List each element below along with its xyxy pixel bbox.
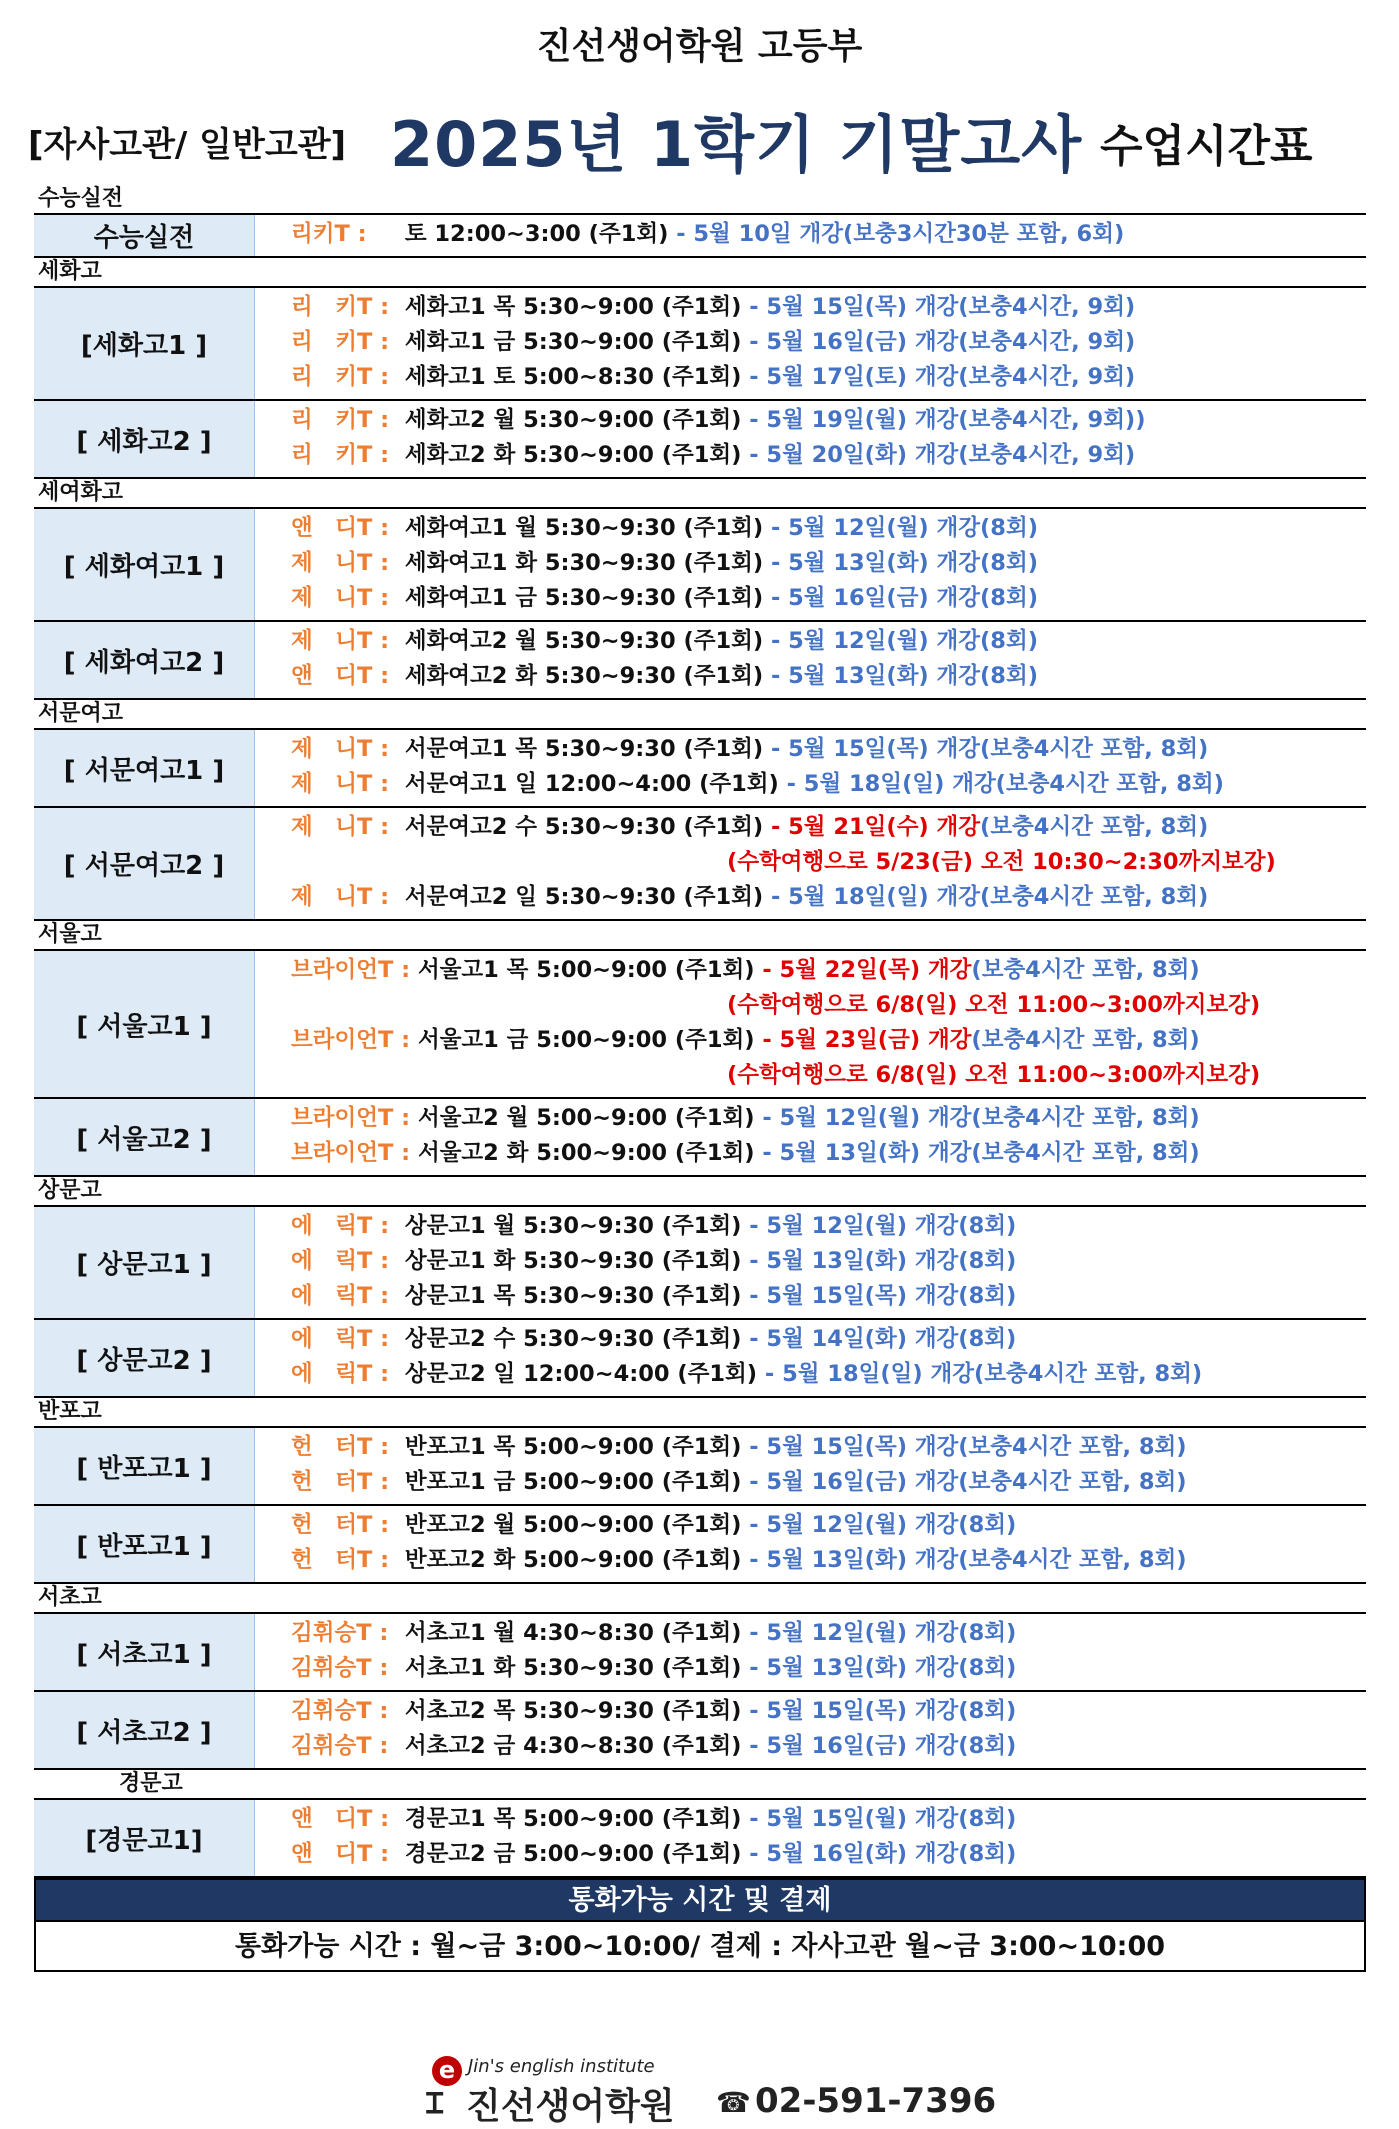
class-schedule-line — [255, 1465, 1366, 1500]
highlight-note: (수학여행으로 6/8(일) 오전 11:00~3:00까지보강) — [727, 992, 1261, 1018]
class-group — [34, 808, 1366, 921]
teacher-name: 김휘승T : — [291, 1620, 389, 1646]
section-label: 서초고 — [34, 1584, 1366, 1614]
start-date-info: - 5월 16일(금) 개강(8회) — [763, 585, 1038, 611]
makeup-note — [255, 845, 1366, 880]
class-group-label: [경문고1] — [34, 1800, 255, 1876]
start-date-info: - 5월 15일(목) 개강(보충4시간, 9회) — [741, 294, 1136, 320]
class-schedule-line — [255, 1357, 1366, 1392]
class-time: 반포고2 월 5:00~9:00 (주1회) — [397, 1512, 742, 1538]
teacher-name: 김휘승T : — [291, 1733, 389, 1759]
class-time: 서울고1 목 5:00~9:00 (주1회) — [410, 957, 755, 983]
class-schedule-line — [255, 810, 1366, 845]
institute-name: 진선생어학원 — [466, 2086, 675, 2127]
class-group-label: [ 서문여고1 ] — [34, 730, 255, 806]
class-schedule-line — [255, 290, 1366, 325]
highlight-note: - 5월 23일(금) 개강 — [754, 1027, 972, 1053]
class-time: 서울고2 월 5:00~9:00 (주1회) — [410, 1105, 755, 1131]
class-schedule-line — [255, 1729, 1366, 1764]
start-date-info: (보충4시간 포함, 8회) — [971, 1027, 1200, 1053]
class-schedule-line — [255, 511, 1366, 546]
class-time: 서초고1 화 5:30~9:30 (주1회) — [397, 1655, 742, 1681]
teacher-name: 앤 디T : — [291, 663, 390, 689]
class-schedule-line — [255, 1616, 1366, 1651]
teacher-name: 에 릭T : — [291, 1213, 390, 1239]
class-group-label: [ 세화여고2 ] — [34, 622, 255, 698]
class-schedule-line — [255, 217, 1366, 252]
section-label: 반포고 — [34, 1398, 1366, 1428]
class-schedule-line — [255, 1136, 1366, 1171]
start-date-info: - 5월 13일(화) 개강(8회) — [763, 550, 1038, 576]
start-date-info: - 5월 18일(일) 개강(보충4시간 포함, 8회) — [778, 771, 1224, 797]
class-time: 경문고1 목 5:00~9:00 (주1회) — [397, 1806, 742, 1832]
teacher-name: 리 키T : — [291, 442, 390, 468]
institute-english-name: Jin's english institute — [468, 2056, 655, 2077]
class-group — [34, 1099, 1366, 1177]
start-date-info: - 5월 15일(월) 개강(8회) — [741, 1806, 1017, 1832]
class-time: 경문고2 금 5:00~9:00 (주1회) — [397, 1841, 742, 1867]
teacher-name: 브라이언T : — [291, 1027, 411, 1053]
start-date-info: - 5월 15일(목) 개강(8회) — [741, 1283, 1017, 1309]
teacher-name: 에 릭T : — [291, 1361, 390, 1387]
start-date-info: - 5월 15일(목) 개강(보충4시간 포함, 8회) — [741, 1434, 1187, 1460]
class-schedule-line — [255, 1209, 1366, 1244]
class-time: 서초고2 목 5:30~9:30 (주1회) — [397, 1698, 742, 1724]
start-date-info: - 5월 12일(월) 개강(8회) — [763, 515, 1038, 541]
start-date-info: - 5월 13일(화) 개강(8회) — [741, 1655, 1017, 1681]
teacher-name: 제 니T : — [291, 736, 390, 762]
teacher-name: 리 키T : — [291, 364, 390, 390]
start-date-info: - 5월 15일(목) 개강(보충4시간 포함, 8회) — [763, 736, 1209, 762]
class-schedule-line — [255, 438, 1366, 473]
class-schedule-line — [255, 1430, 1366, 1465]
class-time: 세화고1 금 5:30~9:00 (주1회) — [397, 329, 742, 355]
start-date-info: - 5월 12일(월) 개강(8회) — [741, 1213, 1017, 1239]
class-schedule-line — [255, 1802, 1366, 1837]
class-group — [34, 215, 1366, 258]
class-group — [34, 509, 1366, 622]
class-time: 서초고2 금 4:30~8:30 (주1회) — [397, 1733, 742, 1759]
start-date-info: - 5월 13일(화) 개강(보충4시간 포함, 8회) — [754, 1140, 1200, 1166]
start-date-info: - 5월 14일(화) 개강(8회) — [741, 1326, 1017, 1352]
makeup-note — [255, 1058, 1366, 1093]
teacher-name: 앤 디T : — [291, 1806, 390, 1832]
class-group-label: [ 서울고2 ] — [34, 1099, 255, 1175]
start-date-info: - 5월 20일(화) 개강(보충4시간, 9회) — [741, 442, 1136, 468]
class-time: 세화여고2 월 5:30~9:30 (주1회) — [397, 628, 764, 654]
teacher-name: 에 릭T : — [291, 1326, 390, 1352]
teacher-name: 헌 터T : — [291, 1469, 390, 1495]
class-group-label: [ 서초고2 ] — [34, 1692, 255, 1768]
class-schedule-line — [255, 732, 1366, 767]
class-schedule-line — [255, 767, 1366, 802]
class-group — [34, 1320, 1366, 1398]
section-label: 상문고 — [34, 1177, 1366, 1207]
class-schedule-line — [255, 953, 1366, 988]
class-time: 세화여고1 금 5:30~9:30 (주1회) — [397, 585, 764, 611]
class-schedule-line — [255, 1023, 1366, 1058]
class-time: 상문고1 목 5:30~9:30 (주1회) — [397, 1283, 742, 1309]
class-time: 토 12:00~3:00 (주1회) — [397, 221, 669, 247]
start-date-info: (보충4시간 포함, 8회) — [980, 814, 1209, 840]
class-time: 반포고2 화 5:00~9:00 (주1회) — [397, 1547, 742, 1573]
class-time: 세화여고1 화 5:30~9:30 (주1회) — [397, 550, 764, 576]
makeup-note — [255, 988, 1366, 1023]
academy-title: 진선생어학원 고등부 — [536, 26, 863, 67]
class-time: 서문여고2 수 5:30~9:30 (주1회) — [397, 814, 764, 840]
start-date-info: - 5월 18일(일) 개강(보충4시간 포함, 8회) — [757, 1361, 1203, 1387]
class-time: 상문고1 월 5:30~9:30 (주1회) — [397, 1213, 742, 1239]
class-schedule-line — [255, 1694, 1366, 1729]
class-schedule-line — [255, 1651, 1366, 1686]
class-schedule-line — [255, 1244, 1366, 1279]
start-date-info: - 5월 12일(월) 개강(보충4시간 포함, 8회) — [754, 1105, 1200, 1131]
section-label: 세여화고 — [34, 479, 1366, 509]
highlight-note: - 5월 22일(목) 개강 — [754, 957, 972, 983]
class-time: 서문여고2 일 5:30~9:30 (주1회) — [397, 884, 764, 910]
call-info-text: 통화가능 시간 : 월~금 3:00~10:00/ 결제 : 자사고관 월~금 3:00~10:00 — [34, 1920, 1366, 1972]
start-date-info: - 5월 17일(토) 개강(보충4시간, 9회) — [741, 364, 1136, 390]
class-group-label: [세화고1 ] — [34, 288, 255, 399]
class-time: 서울고2 화 5:00~9:00 (주1회) — [410, 1140, 755, 1166]
teacher-name: 브라이언T : — [291, 957, 411, 983]
section-label: 서문여고 — [34, 700, 1366, 730]
teacher-name: 헌 터T : — [291, 1547, 390, 1573]
teacher-name: 에 릭T : — [291, 1283, 390, 1309]
class-group-label: [ 반포고1 ] — [34, 1428, 255, 1504]
start-date-info: - 5월 13일(화) 개강(보충4시간 포함, 8회) — [741, 1547, 1187, 1573]
class-group — [34, 1207, 1366, 1320]
section-label: 수능실전 — [34, 185, 1366, 215]
class-group-label: [ 서문여고2 ] — [34, 808, 255, 919]
start-date-info: - 5월 16일(화) 개강(8회) — [741, 1841, 1017, 1867]
teacher-name: 브라이언T : — [291, 1140, 411, 1166]
section-label: 경문고 — [34, 1770, 1366, 1800]
start-date-info: - 5월 13일(화) 개강(8회) — [763, 663, 1038, 689]
teacher-name: 제 니T : — [291, 814, 390, 840]
start-date-info: - 5월 13일(화) 개강(8회) — [741, 1248, 1017, 1274]
teacher-name: 리 키T : — [291, 294, 390, 320]
teacher-name: 헌 터T : — [291, 1434, 390, 1460]
phone-icon: ☎ — [716, 2086, 751, 2119]
class-schedule-line — [255, 659, 1366, 694]
class-group-label: [ 세화여고1 ] — [34, 509, 255, 620]
highlight-note: (수학여행으로 6/8(일) 오전 11:00~3:00까지보강) — [727, 1062, 1261, 1088]
start-date-info: - 5월 12일(월) 개강(8회) — [763, 628, 1038, 654]
schedule-header — [0, 95, 1399, 185]
start-date-info: - 5월 16일(금) 개강(보충4시간 포함, 8회) — [741, 1469, 1187, 1495]
logo-icon: e — [432, 2056, 462, 2086]
start-date-info: - 5월 12일(월) 개강(8회) — [741, 1620, 1017, 1646]
class-time: 서울고1 금 5:00~9:00 (주1회) — [410, 1027, 755, 1053]
class-time: 세화고1 토 5:00~8:30 (주1회) — [397, 364, 742, 390]
class-time: 세화고1 목 5:30~9:00 (주1회) — [397, 294, 742, 320]
class-group — [34, 951, 1366, 1099]
section-label: 세화고 — [34, 258, 1366, 288]
class-schedule-line — [255, 624, 1366, 659]
timetable — [34, 185, 1366, 1972]
class-group — [34, 401, 1366, 479]
class-group-label: [ 서울고1 ] — [34, 951, 255, 1097]
class-time: 서문여고1 일 12:00~4:00 (주1회) — [397, 771, 779, 797]
section-label: 서울고 — [34, 921, 1366, 951]
class-time: 세화여고2 화 5:30~9:30 (주1회) — [397, 663, 764, 689]
class-schedule-line — [255, 325, 1366, 360]
teacher-name: 제 니T : — [291, 628, 390, 654]
class-schedule-line — [255, 1101, 1366, 1136]
class-schedule-line — [255, 1837, 1366, 1872]
start-date-info: - 5월 10일 개강(보충3시간30분 포함, 6회) — [668, 221, 1125, 247]
class-group — [34, 1428, 1366, 1506]
teacher-name: 리키T : — [291, 221, 367, 247]
branch-label: [자사고관/ 일반고관] — [28, 125, 347, 165]
class-time: 세화고2 화 5:30~9:00 (주1회) — [397, 442, 742, 468]
logo-mark: Ꮖ — [426, 2087, 445, 2120]
start-date-info: - 5월 15일(목) 개강(8회) — [741, 1698, 1017, 1724]
class-schedule-line — [255, 546, 1366, 581]
teacher-name: 김휘승T : — [291, 1655, 389, 1681]
class-schedule-line — [255, 1508, 1366, 1543]
class-group — [34, 1506, 1366, 1584]
class-group-label: [ 반포고1 ] — [34, 1506, 255, 1582]
class-group-label: [ 세화고2 ] — [34, 401, 255, 477]
class-group — [34, 288, 1366, 401]
class-schedule-line — [255, 880, 1366, 915]
teacher-name: 리 키T : — [291, 329, 390, 355]
phone-number: 02-591-7396 — [755, 2081, 997, 2121]
class-group — [34, 730, 1366, 808]
class-time: 세화여고1 월 5:30~9:30 (주1회) — [397, 515, 764, 541]
start-date-info: (보충4시간 포함, 8회) — [971, 957, 1200, 983]
class-time: 상문고2 일 12:00~4:00 (주1회) — [397, 1361, 758, 1387]
class-time: 상문고2 수 5:30~9:30 (주1회) — [397, 1326, 742, 1352]
teacher-name: 제 니T : — [291, 585, 390, 611]
teacher-name: 브라이언T : — [291, 1105, 411, 1131]
teacher-name: 제 니T : — [291, 771, 390, 797]
teacher-name: 김휘승T : — [291, 1698, 389, 1724]
class-group — [34, 1800, 1366, 1878]
class-time: 세화고2 월 5:30~9:00 (주1회) — [397, 407, 742, 433]
class-schedule-line — [255, 360, 1366, 395]
class-schedule-line — [255, 581, 1366, 616]
teacher-name: 에 릭T : — [291, 1248, 390, 1274]
teacher-name: 헌 터T : — [291, 1512, 390, 1538]
class-schedule-line — [255, 1543, 1366, 1578]
highlight-note: (수학여행으로 5/23(금) 오전 10:30~2:30까지보강) — [727, 849, 1276, 875]
teacher-name: 리 키T : — [291, 407, 390, 433]
start-date-info: - 5월 18일(일) 개강(보충4시간 포함, 8회) — [763, 884, 1209, 910]
teacher-name: 제 니T : — [291, 884, 390, 910]
class-group-label: [ 상문고1 ] — [34, 1207, 255, 1318]
class-time: 서문여고1 목 5:30~9:30 (주1회) — [397, 736, 764, 762]
class-time: 서초고1 월 4:30~8:30 (주1회) — [397, 1620, 742, 1646]
call-info-header: 통화가능 시간 및 결제 — [34, 1878, 1366, 1920]
class-group — [34, 1614, 1366, 1692]
class-group-label: [ 상문고2 ] — [34, 1320, 255, 1396]
class-time: 상문고1 화 5:30~9:30 (주1회) — [397, 1248, 742, 1274]
timetable-label: 수업시간표 — [1100, 121, 1313, 172]
class-time: 반포고1 금 5:00~9:00 (주1회) — [397, 1469, 742, 1495]
start-date-info: - 5월 19일(월) 개강(보충4시간, 9회)) — [741, 407, 1146, 433]
footer — [0, 2052, 1399, 2127]
class-schedule-line — [255, 1322, 1366, 1357]
teacher-name: 앤 디T : — [291, 1841, 390, 1867]
class-time: 반포고1 목 5:00~9:00 (주1회) — [397, 1434, 742, 1460]
start-date-info: - 5월 16일(금) 개강(8회) — [741, 1733, 1017, 1759]
class-schedule-line — [255, 403, 1366, 438]
highlight-note: - 5월 21일(수) 개강 — [763, 814, 981, 840]
class-schedule-line — [255, 1279, 1366, 1314]
class-group — [34, 1692, 1366, 1770]
teacher-name: 앤 디T : — [291, 515, 390, 541]
start-date-info: - 5월 12일(월) 개강(8회) — [741, 1512, 1017, 1538]
class-group — [34, 622, 1366, 700]
teacher-name: 제 니T : — [291, 550, 390, 576]
term-title: 2025년 1학기 기말고사 — [390, 108, 1083, 181]
start-date-info: - 5월 16일(금) 개강(보충4시간, 9회) — [741, 329, 1136, 355]
class-group-label: [ 서초고1 ] — [34, 1614, 255, 1690]
class-group-label: 수능실전 — [34, 215, 255, 256]
